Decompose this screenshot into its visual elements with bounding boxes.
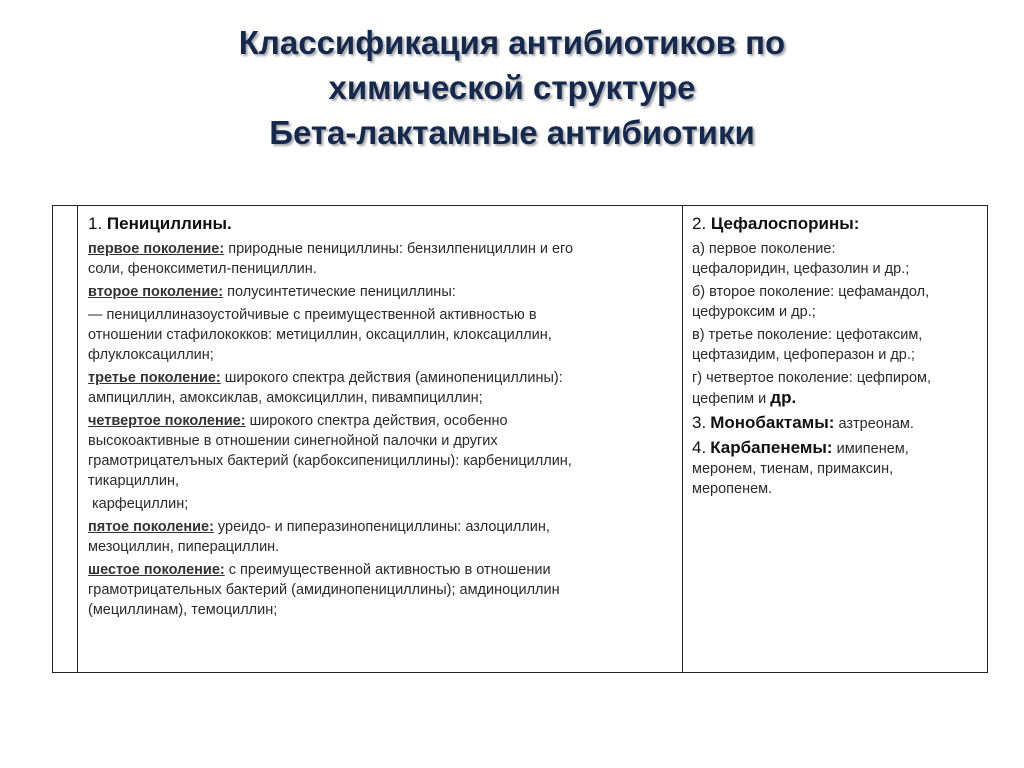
gen4-text-a: широкого спектра действия, особенно	[245, 413, 508, 429]
penicillins-number: 1.	[88, 214, 103, 233]
gen1-text-b: соли, феноксиметил-пенициллин.	[88, 261, 317, 277]
gen5-label: пятое поколение:	[88, 519, 214, 535]
monobactams-name: Монобактамы:	[710, 413, 835, 432]
gen1-label: первое поколение:	[88, 241, 225, 257]
gen4-text-c: грамотрицателъных бактерий (карбоксипенициллины): карбенициллин,	[88, 453, 572, 469]
cephalosporins-number: 2.	[692, 214, 707, 233]
gen4-text-d: тикарциллин,	[88, 473, 179, 489]
gen4-text-e: карфециллин;	[92, 496, 189, 512]
carbapenems-line3: меропенем.	[692, 481, 773, 497]
gen4-block	[88, 411, 673, 491]
table-divider-narrow	[77, 206, 78, 672]
cephalosporins-heading	[692, 213, 982, 235]
ceph-gen-b	[692, 282, 982, 322]
ceph-a-line2: цефалоридин, цефазолин и др.;	[692, 261, 910, 277]
carbapenems-name: Карбапенемы:	[710, 438, 833, 457]
monobactams-number: 3.	[692, 413, 707, 432]
classification-table	[52, 205, 988, 673]
title-line-1: Классификация антибиотиков по	[238, 24, 786, 61]
ceph-d-line1: г) четвертое поколение: цефпиром,	[692, 370, 932, 386]
gen3-text-a: широкого спектра действия (аминопенициллины):	[220, 370, 563, 386]
title-line-3: Бета-лактамные антибиотики	[269, 114, 755, 151]
carbapenems-line2: меронем, тиенам, примаксин,	[692, 461, 894, 477]
gen5-text-b: мезоциллин, пиперациллин.	[88, 539, 280, 555]
slide-title	[0, 20, 1024, 155]
gen1-text-a: природные пенициллины: бензилпенициллин и его	[224, 241, 574, 257]
gen6-text-b: грамотрицательных бактерий (амидинопенициллины); амдиноциллин	[88, 582, 560, 598]
gen2-dash-c: флуклоксациллин;	[88, 347, 214, 363]
penicillins-column	[88, 213, 673, 623]
table-divider-middle	[682, 206, 683, 672]
gen2-text: полусинтетические пенициллины:	[223, 284, 456, 300]
ceph-c-line2: цефтазидим, цефоперазон и др.;	[692, 347, 915, 363]
ceph-a-line1: а) первое поколение:	[692, 241, 836, 257]
ceph-gen-a	[692, 239, 982, 279]
ceph-c-line1: в) третье поколение: цефотаксим,	[692, 327, 923, 343]
title-line-2: химической структуре	[328, 69, 696, 106]
gen2-dash-a: — пенициллиназоустойчивые с преимущественной активностью в	[88, 307, 537, 323]
gen3-block	[88, 368, 673, 408]
gen1-block	[88, 239, 673, 279]
gen3-text-b: ампициллин, амоксиклав, амоксициллин, пивампициллин;	[88, 390, 483, 406]
gen4-text-b: высокоактивные в отношении синегнойной палочки и других	[88, 433, 498, 449]
carbapenems-text: имипенем,	[832, 441, 909, 457]
ceph-b-line1: б) второе поколение: цефамандол,	[692, 284, 930, 300]
other-classes-column	[692, 213, 982, 502]
carbapenems-block	[692, 437, 982, 499]
gen2-dash-block	[88, 305, 673, 365]
penicillins-heading	[88, 213, 673, 235]
gen6-block	[88, 560, 673, 620]
carbapenems-number: 4.	[692, 438, 707, 457]
gen4-label: четвертое поколение:	[88, 413, 246, 429]
ceph-d-line2b: др.	[770, 388, 797, 407]
gen3-label: третье поколение:	[88, 370, 221, 386]
ceph-gen-d	[692, 368, 982, 409]
monobactams-block	[692, 412, 982, 434]
ceph-b-line2: цефуроксим и др.;	[692, 304, 816, 320]
gen2-block	[88, 282, 673, 302]
gen6-text-a: с преимущественной активностью в отношении	[224, 562, 551, 578]
gen6-label: шестое поколение:	[88, 562, 225, 578]
gen5-text-a: уреидо- и пиперазинопенициллины: азлоциллин,	[213, 519, 550, 535]
monobactams-text: азтреонам.	[834, 416, 914, 432]
gen2-label: второе поколение:	[88, 284, 224, 300]
ceph-gen-c	[692, 325, 982, 365]
ceph-d-line2a: цефепим и	[692, 391, 771, 407]
cephalosporins-name: Цефалоспорины:	[710, 214, 860, 233]
gen6-text-c: (мециллинам), темоциллин;	[88, 602, 278, 618]
gen5-block	[88, 517, 673, 557]
penicillins-name: Пенициллины.	[106, 214, 232, 233]
gen2-dash-b: отношении стафилококков: метициллин, оксациллин, клоксациллин,	[88, 327, 552, 343]
